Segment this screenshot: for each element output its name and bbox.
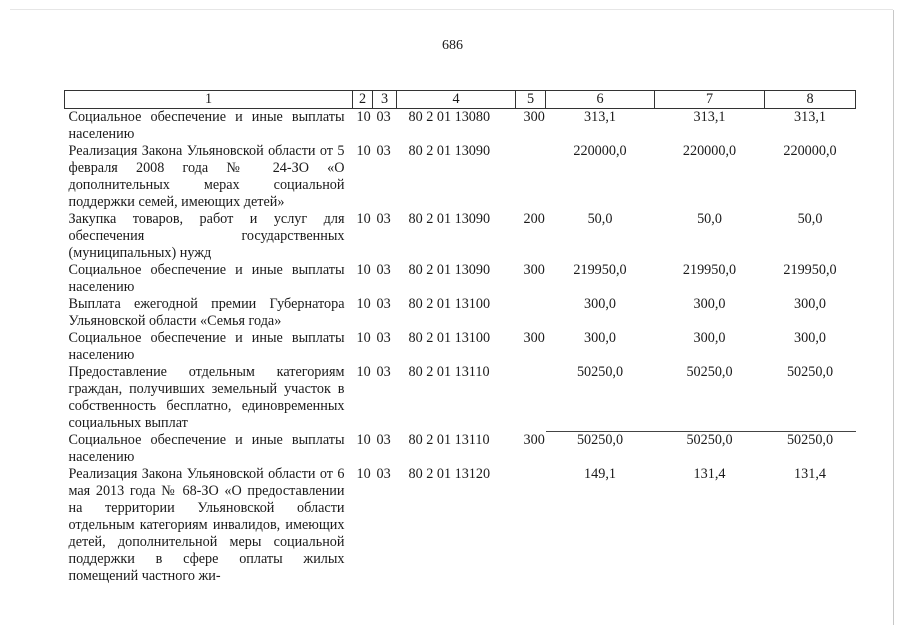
row-name: Социальное обеспечение и иные выплаты населению <box>68 109 345 142</box>
row-target-code: 80 2 01 13110 <box>408 364 490 380</box>
row-subsection: 03 <box>376 211 391 227</box>
row-value-year3: 220000,0 <box>783 143 837 159</box>
row-expense-type: 300 <box>523 262 545 278</box>
table-row <box>65 466 856 585</box>
row-subsection: 03 <box>376 466 391 482</box>
row-value-year2: 219950,0 <box>682 262 737 278</box>
row-subsection: 03 <box>376 330 391 346</box>
row-expense-type: 300 <box>523 109 545 125</box>
row-section: 10 <box>356 364 371 380</box>
row-section: 10 <box>356 466 371 482</box>
header-cell: 6 <box>546 91 655 109</box>
row-subsection: 03 <box>376 109 391 125</box>
header-cell: 7 <box>655 91 765 109</box>
scan-border-top <box>10 9 893 10</box>
row-value-year1: 50250,0 <box>576 364 624 380</box>
row-name: Закупка товаров, работ и услуг для обеспечения государственных (муниципальных) нужд <box>68 211 345 261</box>
budget-table <box>64 90 856 585</box>
row-section: 10 <box>356 432 371 448</box>
header-cell: 8 <box>765 91 856 109</box>
row-target-code: 80 2 01 13090 <box>408 143 491 159</box>
header-cell: 1 <box>65 91 353 109</box>
row-subsection: 03 <box>376 296 391 312</box>
row-subsection: 03 <box>376 262 391 278</box>
row-name: Реализация Закона Ульяновской области от 6 мая 2013 года № 68-ЗО «О предоставлении на территории Ульяновской области отдельным категориям инвалидов, имеющих детей, дополнительной меры социальной поддержки в сфере оплаты жилых помещений частного жи- <box>68 466 345 584</box>
row-value-year2: 300,0 <box>693 296 726 312</box>
header-cell: 4 <box>397 91 516 109</box>
row-value-year3: 131,4 <box>794 466 826 482</box>
row-target-code: 80 2 01 13090 <box>408 211 491 227</box>
row-name: Предоставление отдельным категориям граждан, получивших земельный участок в собственность бесплатно, единовременных социальных выплат <box>68 364 345 431</box>
row-target-code: 80 2 01 13090 <box>408 262 491 278</box>
row-value-year3: 50,0 <box>797 211 823 227</box>
row-subsection: 03 <box>376 364 391 380</box>
row-section: 10 <box>356 296 371 312</box>
row-value-year1: 149,1 <box>584 466 616 482</box>
row-expense-type <box>516 364 546 432</box>
row-value-year3: 50250,0 <box>786 432 834 448</box>
row-value-year1: 50,0 <box>587 211 613 227</box>
row-value-year3: 50250,0 <box>786 364 834 380</box>
table-row <box>65 432 856 466</box>
table-header-row <box>65 91 856 109</box>
row-value-year2: 131,4 <box>693 466 726 482</box>
row-expense-type <box>516 143 546 211</box>
row-value-year2: 313,1 <box>693 109 726 125</box>
header-cell: 2 <box>353 91 373 109</box>
row-value-year1: 300,0 <box>584 296 616 312</box>
row-target-code: 80 2 01 13100 <box>408 296 491 312</box>
row-section: 10 <box>356 330 371 346</box>
table-row <box>65 211 856 262</box>
row-value-year2: 50,0 <box>697 211 722 227</box>
table-row <box>65 364 856 432</box>
row-name: Социальное обеспечение и иные выплаты населению <box>68 330 345 363</box>
row-expense-type <box>516 296 546 330</box>
row-name: Социальное обеспечение и иные выплаты населению <box>68 262 345 295</box>
row-target-code: 80 2 01 13120 <box>408 466 491 482</box>
row-value-year3: 313,1 <box>794 109 826 125</box>
row-name: Социальное обеспечение и иные выплаты населению <box>68 432 345 465</box>
row-section: 10 <box>356 211 371 227</box>
row-value-year2: 220000,0 <box>682 143 737 159</box>
row-section: 10 <box>356 262 371 278</box>
row-expense-type: 300 <box>523 432 545 448</box>
row-value-year1: 219950,0 <box>573 262 627 278</box>
row-name: Реализация Закона Ульяновской области от 5 февраля 2008 года № 24-ЗО «О дополнительных мерах социальной поддержки семей, имеющих детей» <box>68 143 345 210</box>
row-section: 10 <box>356 109 371 125</box>
table-row <box>65 262 856 296</box>
row-target-code: 80 2 01 13080 <box>408 109 491 125</box>
row-expense-type <box>516 466 546 585</box>
table-row <box>65 330 856 364</box>
row-section: 10 <box>356 143 371 159</box>
row-expense-type: 200 <box>523 211 545 227</box>
row-subsection: 03 <box>376 143 391 159</box>
table-row <box>65 296 856 330</box>
row-subsection: 03 <box>376 432 391 448</box>
row-target-code: 80 2 01 13100 <box>408 330 491 346</box>
row-value-year1: 313,1 <box>584 109 616 125</box>
row-value-year2: 50250,0 <box>686 432 733 448</box>
row-value-year3: 219950,0 <box>783 262 837 278</box>
table-row <box>65 143 856 211</box>
row-value-year2: 50250,0 <box>686 364 733 380</box>
row-expense-type: 300 <box>523 330 545 346</box>
scan-border-right <box>893 10 894 625</box>
header-cell: 3 <box>373 91 397 109</box>
row-target-code: 80 2 01 13110 <box>408 432 490 448</box>
row-value-year3: 300,0 <box>794 296 826 312</box>
row-value-year1: 220000,0 <box>573 143 627 159</box>
page-number: 686 <box>442 38 463 53</box>
row-value-year1: 50250,0 <box>576 432 624 448</box>
row-value-year2: 300,0 <box>693 330 726 346</box>
row-value-year1: 300,0 <box>584 330 616 346</box>
row-name: Выплата ежегодной премии Губернатора Ульяновской области «Семья года» <box>68 296 345 329</box>
row-value-year3: 300,0 <box>794 330 826 346</box>
table-row <box>65 109 856 144</box>
header-cell: 5 <box>516 91 546 109</box>
